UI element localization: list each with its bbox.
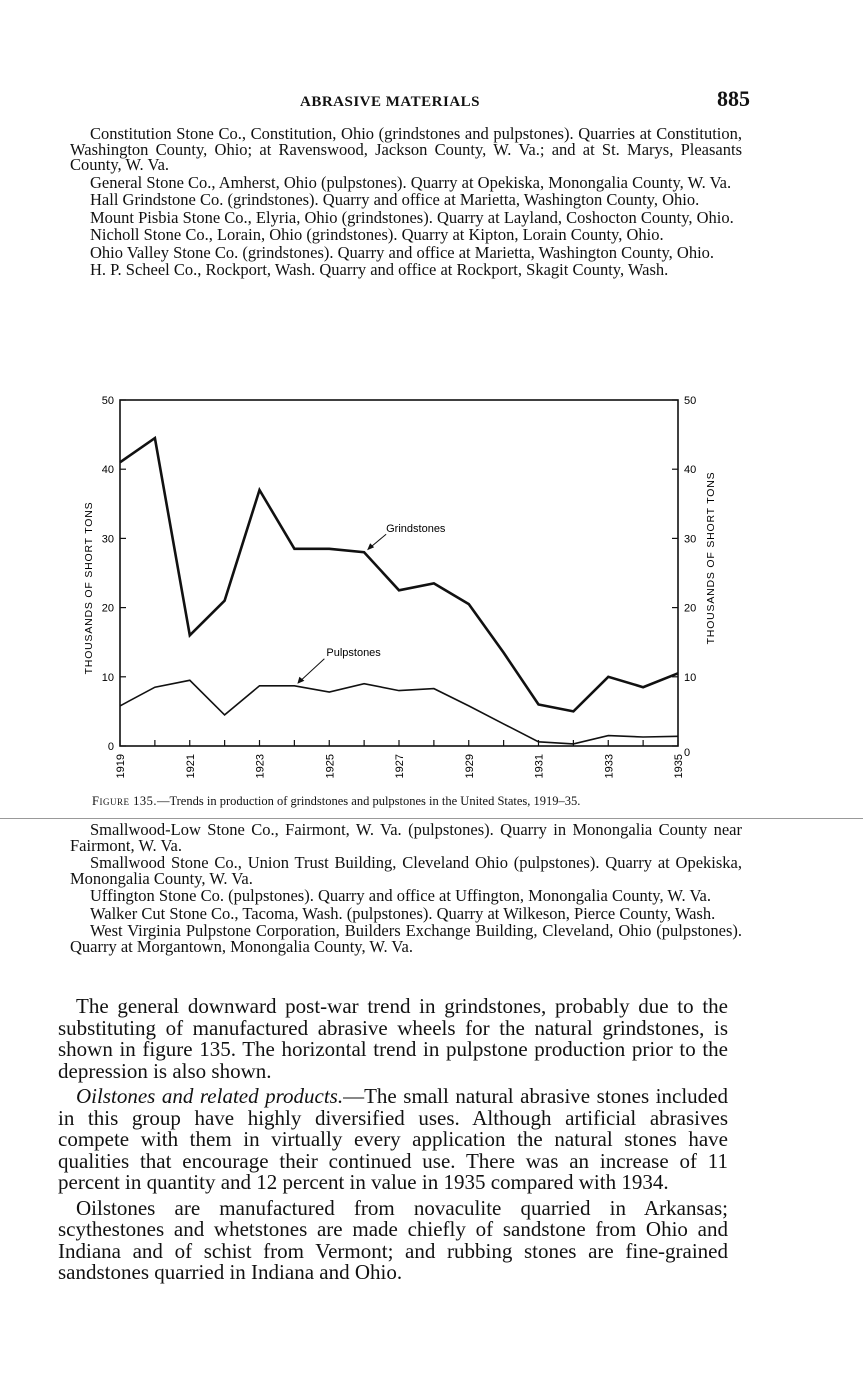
x-tick-label: 1935: [673, 754, 685, 779]
running-title: ABRASIVE MATERIALS: [300, 94, 481, 110]
x-tick-label: 1927: [394, 754, 406, 779]
annotation-pulpstones: Pulpstones: [326, 646, 381, 659]
company-entry: Smallwood Stone Co., Union Trust Building, Cleveland Ohio (pulpstones). Quarry at Opekiska, Monongalia County, W. Va.: [70, 853, 742, 888]
body-paragraph: [58, 1086, 728, 1194]
company-entry: Uffington Stone Co. (pulpstones). Quarry and office at Uffington, Monongalia County, W. Va.: [90, 886, 711, 905]
production-trend-chart: [70, 390, 770, 790]
y-tick-label-right: 40: [684, 464, 697, 477]
running-head: [60, 86, 750, 112]
chart-lines: [120, 438, 678, 744]
annotation-grindstones: Grindstones: [386, 523, 446, 536]
page-number: 885: [717, 86, 750, 111]
x-tick-label: 1919: [115, 754, 127, 779]
series-line-grindstones: [120, 438, 678, 711]
y-tick-label-left: 20: [101, 602, 114, 615]
company-entry: West Virginia Pulpstone Corporation, Builders Exchange Building, Cleveland, Ohio (pulpstones). Quarry at Morgantown, Monongalia County, W. Va.: [70, 921, 742, 956]
y-tick-label-left: 30: [101, 533, 114, 546]
x-tick-label: 1933: [603, 754, 616, 779]
y-tick-label-right: 10: [684, 671, 697, 684]
y-tick-label-right: 30: [684, 533, 697, 546]
x-tick-label: 1931: [533, 754, 546, 779]
body-paragraph: The general downward post-war trend in grindstones, probably due to the substituting of manufactured abrasive wheels for the natural grindstones, is shown in figure 135. The horizontal trend in pulpstone production prior to the depression is also shown.: [58, 994, 728, 1083]
y-tick-label-left: 50: [101, 395, 114, 407]
y-tick-label-right: 20: [684, 602, 697, 615]
y-tick-label-left: 0: [107, 741, 114, 753]
figure-135: [70, 390, 770, 810]
y-tick-label-right: 0: [684, 747, 691, 759]
company-entry: General Stone Co., Amherst, Ohio (pulpstones). Quarry at Opekiska, Monongalia County, W. Va.: [90, 172, 732, 192]
y-tick-label-right: 50: [684, 395, 697, 407]
company-entry: Hall Grindstone Co. (grindstones). Quarry and office at Marietta, Washington County, Ohio.: [90, 190, 700, 209]
company-list-top: [70, 126, 742, 280]
x-tick-label: 1921: [184, 754, 197, 779]
chart-labels: [83, 395, 717, 778]
section-heading: Oilstones and related products.: [76, 1084, 344, 1108]
x-tick-label: 1923: [254, 754, 267, 779]
body-text: [58, 996, 728, 1288]
company-entry: Constitution Stone Co., Constitution, Ohio (grindstones and pulpstones). Quarries at Constitution, Washington County, Ohio; at Ravenswood, Jackson County, W. Va.; and at St. Marys, Pleasants County, W. Va.: [70, 124, 742, 174]
body-paragraph: Oilstones are manufactured from novaculite quarried in Arkansas; scythestones and whetstones are made chiefly of sandstone from Ohio and Indiana and of schist from Vermont; and rubbing stones are fine-grained sandstones quarried in Indiana and Ohio.: [58, 1195, 728, 1284]
y-tick-label-left: 10: [101, 671, 114, 684]
company-entry: Smallwood-Low Stone Co., Fairmont, W. Va. (pulpstones). Quarry in Monongalia County near Fairmont, W. Va.: [70, 820, 742, 855]
company-entry: Nicholl Stone Co., Lorain, Ohio (grindstones). Quarry at Kipton, Lorain County, Ohio.: [90, 225, 664, 244]
y-tick-label-left: 40: [101, 464, 114, 477]
annotation-arrowhead-grindstones: [367, 543, 374, 550]
x-tick-label: 1929: [463, 754, 476, 779]
company-entry: Walker Cut Stone Co., Tacoma, Wash. (pulpstones). Quarry at Wilkeson, Pierce County, Wash.: [90, 903, 716, 923]
caption-label: Figure 135.: [92, 794, 157, 808]
x-tick-label: 1925: [324, 754, 337, 779]
company-entry: Mount Pisbia Stone Co., Elyria, Ohio (grindstones). Quarry at Layland, Coshocton County, Ohio.: [90, 207, 734, 227]
company-entry: Ohio Valley Stone Co. (grindstones). Quarry and office at Marietta, Washington County, Ohio.: [90, 242, 715, 262]
company-entry: H. P. Scheel Co., Rockport, Wash. Quarry and office at Rockport, Skagit County, Wash.: [90, 260, 669, 279]
company-list-bottom: [70, 822, 742, 956]
figure-caption: [92, 794, 752, 809]
section-text: —The small natural abrasive stones included in this group have highly diversified uses. Although artificial abrasives compete with them in virtually every application the natural stones have qualities that encourage their continued use. There was an increase of 11 percent in quantity and 12 percent in value in 1935 compared with 1934.: [58, 1084, 728, 1194]
caption-text: —Trends in production of grindstones and pulpstones in the United States, 1919–35.: [156, 794, 581, 808]
y-axis-title-right: THOUSANDS OF SHORT TONS: [705, 471, 717, 645]
y-axis-title-left: THOUSANDS OF SHORT TONS: [83, 501, 95, 675]
divider: [0, 818, 863, 819]
